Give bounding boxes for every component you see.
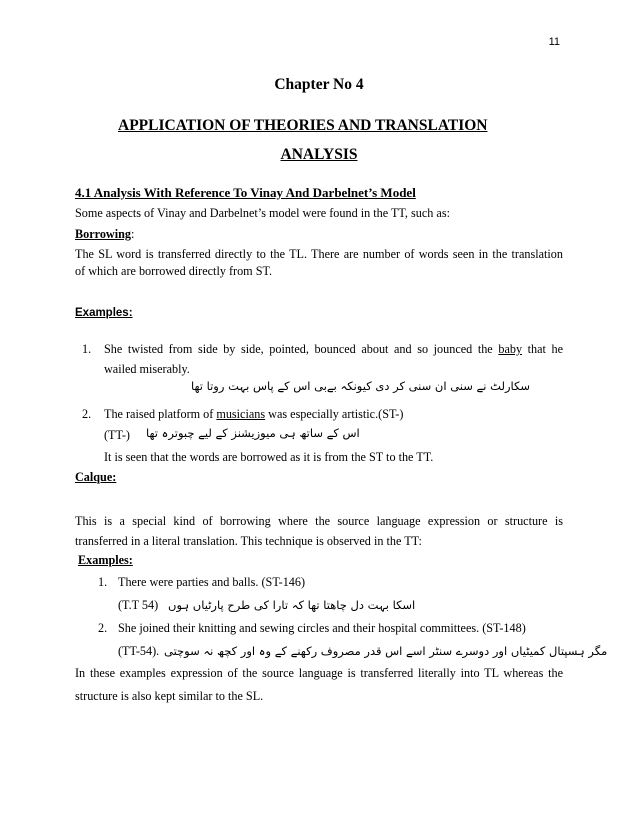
borrowing-item-2-post: was especially artistic.(ST-) — [268, 407, 404, 421]
calque-paragraph-line1: This is a special kind of borrowing where the source language expression or structure is — [75, 514, 563, 528]
calque-item-2-number: 2. — [98, 621, 108, 635]
section-heading: 4.1 Analysis With Reference To Vinay And Darbelnet’s Model — [75, 185, 416, 200]
borrowing-examples-label — [75, 303, 133, 321]
borrowing-examples-label-text: Examples: — [75, 307, 133, 319]
borrowing-item-2-word: musicians — [216, 407, 266, 421]
borrowing-item-1-post: that he — [527, 342, 564, 356]
borrowing-item-1-urdu: سکارلٹ نے سنی ان سنی کر دی کیونکہ بےبی اس کے پاس بہت روتا تھا — [190, 379, 530, 393]
borrowing-item-2-ref: (TT-) — [104, 428, 130, 442]
calque-item-1-number: 1. — [98, 575, 108, 589]
borrowing-item-1-pre: She twisted from side by side, pointed, bounced about and so jounced the — [104, 342, 493, 356]
borrowing-paragraph-line1: The SL word is transferred directly to the TL. There are number of words seen in the translation — [75, 247, 563, 261]
calque-item-2-ref: (TT-54). — [118, 644, 160, 658]
borrowing-item-2-number: 2. — [82, 407, 92, 421]
chapter-title-line1: APPLICATION OF THEORIES AND TRANSLATION — [118, 117, 488, 134]
borrowing-paragraph-line2: of which are borrowed directly from ST. — [75, 264, 273, 278]
borrowing-conclusion: It is seen that the words are borrowed as it is from the ST to the TT. — [104, 450, 434, 464]
calque-final-line1: In these examples expression of the source language is transferred literally into TL whereas the — [75, 666, 563, 680]
calque-examples-label — [78, 552, 133, 569]
borrowing-item-2-urdu-wrap — [146, 426, 360, 440]
calque-item-1-urdu-wrap — [168, 596, 415, 614]
borrowing-item-2-urdu: اس کے ساتھ ہی میوزیشنز کے لیے چبوترہ تھا — [146, 426, 360, 440]
chapter-title-line2-text: ANALYSIS — [280, 146, 358, 163]
calque-item-1-urdu: اسکا بہت دل چاھتا تھا کہ تارا کی طرح پارٹیاں ہوں — [168, 598, 416, 612]
chapter-heading: Chapter No 4 — [274, 76, 364, 93]
calque-item-2-urdu: مگر ہسپتال کمیٹیاں اور دوسرے سنٹر اسے اس قدر مصروف رکھنے کے وہ اور کچھ نہ سوچتی — [164, 644, 608, 658]
calque-item-2-english: She joined their knitting and sewing circles and their hospital committees. (ST-148) — [118, 621, 526, 635]
page-number: 11 — [548, 36, 560, 48]
borrowing-item-1-word: baby — [498, 342, 523, 356]
borrowing-heading-text: Borrowing — [75, 227, 131, 241]
calque-heading-text: Calque: — [75, 470, 117, 484]
borrowing-item-2-line1 — [104, 406, 403, 423]
borrowing-heading-colon: : — [130, 227, 135, 241]
calque-item-2-urdu-wrap — [164, 642, 607, 660]
borrowing-item-2-pre: The raised platform of — [104, 407, 214, 421]
calque-examples-label-text: Examples: — [78, 553, 133, 567]
calque-final-line2: structure is also kept similar to the SL. — [75, 689, 264, 703]
borrowing-heading — [75, 226, 134, 243]
calque-item-1-english: There were parties and balls. (ST-146) — [118, 575, 306, 589]
chapter-title-line2 — [0, 146, 638, 164]
borrowing-item-1-line1 — [104, 341, 563, 358]
borrowing-item-1-line2: wailed miserably. — [104, 362, 190, 376]
intro-paragraph: Some aspects of Vinay and Darbelnet’s model were found in the TT, such as: — [75, 206, 450, 220]
calque-item-1-ref: (T.T 54) — [118, 598, 159, 612]
borrowing-item-1-number: 1. — [82, 342, 92, 356]
calque-paragraph-line2: transferred in a literal translation. This technique is observed in the TT: — [75, 534, 422, 548]
calque-heading — [75, 469, 116, 486]
